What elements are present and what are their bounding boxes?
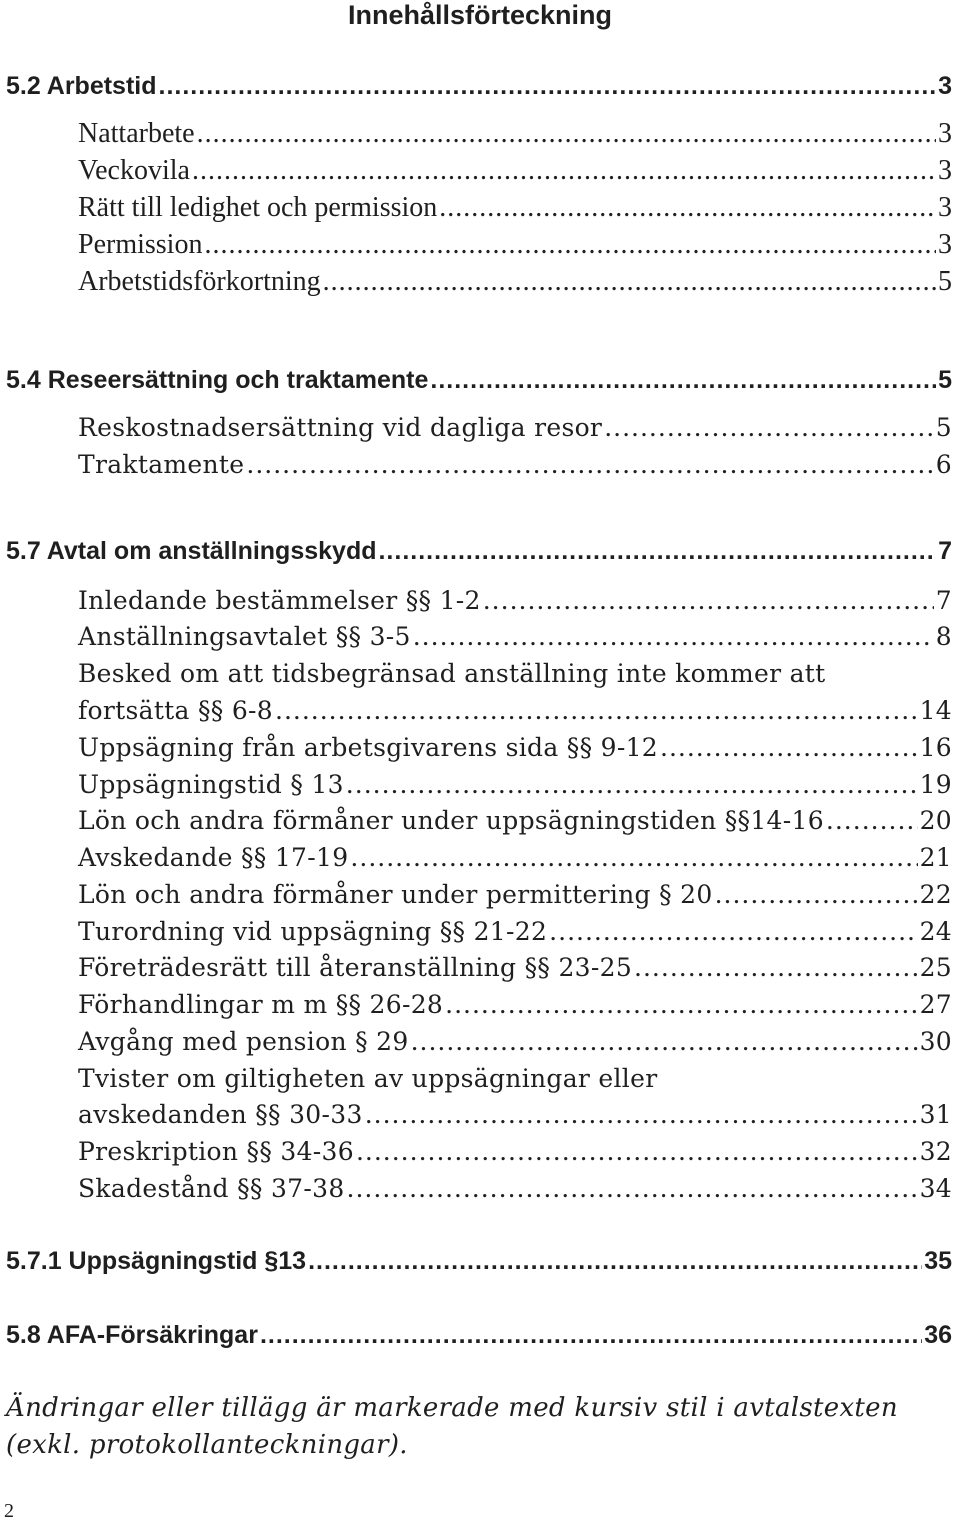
toc-entry-label: Uppsägning från arbetsgivarens sida §§ 9-12 [78, 733, 658, 762]
toc-entry[interactable] [78, 1027, 952, 1056]
toc-entry-page: 7 [935, 586, 952, 615]
toc-entry-page: 7 [938, 537, 952, 565]
toc-entry[interactable] [78, 917, 952, 946]
toc-entry[interactable] [78, 696, 952, 725]
leader-dots [413, 622, 934, 651]
leader-dots [483, 586, 934, 615]
toc-entry-page: 16 [919, 733, 952, 762]
leader-dots [445, 990, 917, 1019]
toc-entry-label: Turordning vid uppsägning §§ 21-22 [78, 917, 548, 946]
toc-entry[interactable] [78, 622, 952, 651]
toc-entry-page: 6 [935, 450, 952, 479]
leader-dots [356, 1137, 918, 1166]
toc-entry-label: 5.7.1 Uppsägningstid §13 [6, 1247, 307, 1275]
leader-dots [660, 733, 918, 762]
leader-dots [308, 1247, 922, 1276]
toc-entry[interactable] [78, 450, 952, 479]
toc-entry-page: 3 [938, 155, 952, 186]
toc-entry[interactable] [78, 118, 952, 150]
leader-dots [715, 880, 918, 909]
toc-entry-label: Inledande bestämmelser §§ 1-2 [78, 586, 481, 615]
leader-dots [192, 155, 936, 187]
toc-entry[interactable] [78, 806, 952, 835]
leader-dots [549, 917, 917, 946]
toc-entry-page: 3 [938, 118, 952, 149]
toc-entry-section[interactable] [6, 366, 952, 395]
page-title: Innehållsförteckning [347, 0, 613, 30]
leader-dots [346, 770, 918, 799]
toc-entry[interactable] [78, 733, 952, 762]
toc-entry[interactable] [78, 266, 952, 298]
toc-entry[interactable] [78, 1174, 952, 1203]
toc-entry-label-first-line: Besked om att tidsbegränsad anställning inte kommer att [78, 659, 826, 688]
leader-dots [439, 192, 936, 224]
toc-entry-label: avskedanden §§ 30-33 [78, 1100, 363, 1129]
toc-entry[interactable] [78, 843, 952, 872]
toc-entry-label: 5.7 Avtal om anställningsskydd [6, 537, 377, 565]
leader-dots [430, 366, 936, 395]
toc-entry[interactable] [78, 1100, 952, 1129]
toc-entry[interactable] [78, 770, 952, 799]
toc-entry-section[interactable] [6, 1321, 952, 1350]
leader-dots [246, 450, 933, 479]
page-number: 2 [4, 1500, 14, 1522]
toc-entry-page: 34 [919, 1174, 952, 1203]
toc-entry-label-first-line: Tvister om giltigheten av uppsägningar eller [78, 1064, 658, 1093]
toc-entry-label: 5.4 Reseersättning och traktamente [6, 366, 429, 394]
toc-entry-label: 5.2 Arbetstid [6, 72, 157, 100]
toc-entry-label: Skadestånd §§ 37-38 [78, 1174, 345, 1203]
toc-entry[interactable] [78, 1137, 952, 1166]
toc-entry[interactable] [78, 155, 952, 187]
leader-dots [197, 118, 936, 150]
toc-entry-page: 24 [919, 917, 952, 946]
footnote: Ändringar eller tillägg är markerade med kursiv stil i avtalstexten (exkl. protokollanteckningar). [6, 1393, 898, 1460]
toc-entry-page: 35 [924, 1247, 952, 1275]
toc-entry-page: 21 [919, 843, 952, 872]
toc-entry-page: 27 [919, 990, 952, 1019]
toc-entry[interactable] [78, 880, 952, 909]
toc-entry-page: 25 [919, 953, 952, 982]
toc-entry-label: Nattarbete [78, 118, 195, 149]
toc-entry-label: Avskedande §§ 17-19 [78, 843, 349, 872]
leader-dots [365, 1100, 918, 1129]
toc-entry-page: 14 [919, 696, 952, 725]
toc-entry-label: Anställningsavtalet §§ 3-5 [78, 622, 411, 651]
toc-entry-page: 8 [935, 622, 952, 651]
toc-entry-label: Lön och andra förmåner under permittering § 20 [78, 880, 713, 909]
toc-entry-page: 3 [938, 192, 952, 223]
leader-dots [204, 229, 936, 261]
toc-entry-label: Preskription §§ 34-36 [78, 1137, 354, 1166]
toc-entry-page: 30 [919, 1027, 952, 1056]
toc-entry-page: 22 [919, 880, 952, 909]
toc-entry-page: 31 [919, 1100, 952, 1129]
leader-dots [347, 1174, 918, 1203]
toc-entry-label: Rätt till ledighet och permission [78, 192, 438, 223]
leader-dots [826, 806, 918, 835]
toc-entry-label: Traktamente [78, 450, 245, 479]
toc-entry-label: Uppsägningstid § 13 [78, 770, 344, 799]
toc-entry-section[interactable] [6, 1247, 952, 1276]
leader-dots [378, 537, 936, 566]
toc-entry-section[interactable] [6, 72, 952, 101]
toc-entry-page: 32 [919, 1137, 952, 1166]
toc-entry-label: Företrädesrätt till återanställning §§ 23-25 [78, 953, 633, 982]
toc-entry-label: Lön och andra förmåner under uppsägningstiden §§14-16 [78, 806, 824, 835]
leader-dots [159, 72, 937, 101]
toc-entry-page: 19 [919, 770, 952, 799]
toc-entry-label: Förhandlingar m m §§ 26-28 [78, 990, 444, 1019]
toc-entry-page: 5 [938, 366, 952, 394]
toc-entry-section[interactable] [6, 537, 952, 566]
leader-dots [323, 266, 936, 298]
toc-entry[interactable] [78, 192, 952, 224]
toc-entry-page: 20 [919, 806, 952, 835]
leader-dots [260, 1321, 922, 1350]
toc-entry-label: 5.8 AFA-Försäkringar [6, 1321, 258, 1349]
toc-entry-page: 5 [935, 413, 952, 442]
toc-entry-label: fortsätta §§ 6-8 [78, 696, 273, 725]
leader-dots [411, 1027, 918, 1056]
toc-entry[interactable] [78, 413, 952, 442]
toc-entry-label: Arbetstidsförkortning [78, 266, 321, 297]
toc-entry[interactable] [78, 990, 952, 1019]
toc-entry-page: 3 [938, 229, 952, 260]
toc-entry-label: Veckovila [78, 155, 190, 186]
toc-entry-page: 5 [938, 266, 952, 297]
toc-entry[interactable] [78, 586, 952, 615]
leader-dots [634, 953, 918, 982]
leader-dots [604, 413, 934, 442]
toc-entry[interactable] [78, 229, 952, 261]
toc-entry-page: 36 [924, 1321, 952, 1349]
leader-dots [350, 843, 917, 872]
toc-entry-label: Reskostnadsersättning vid dagliga resor [78, 413, 603, 442]
leader-dots [275, 696, 918, 725]
toc-entry-page: 3 [938, 72, 952, 100]
toc-entry-label: Permission [78, 229, 203, 260]
toc-entry-label: Avgång med pension § 29 [78, 1027, 409, 1056]
toc-entry[interactable] [78, 953, 952, 982]
